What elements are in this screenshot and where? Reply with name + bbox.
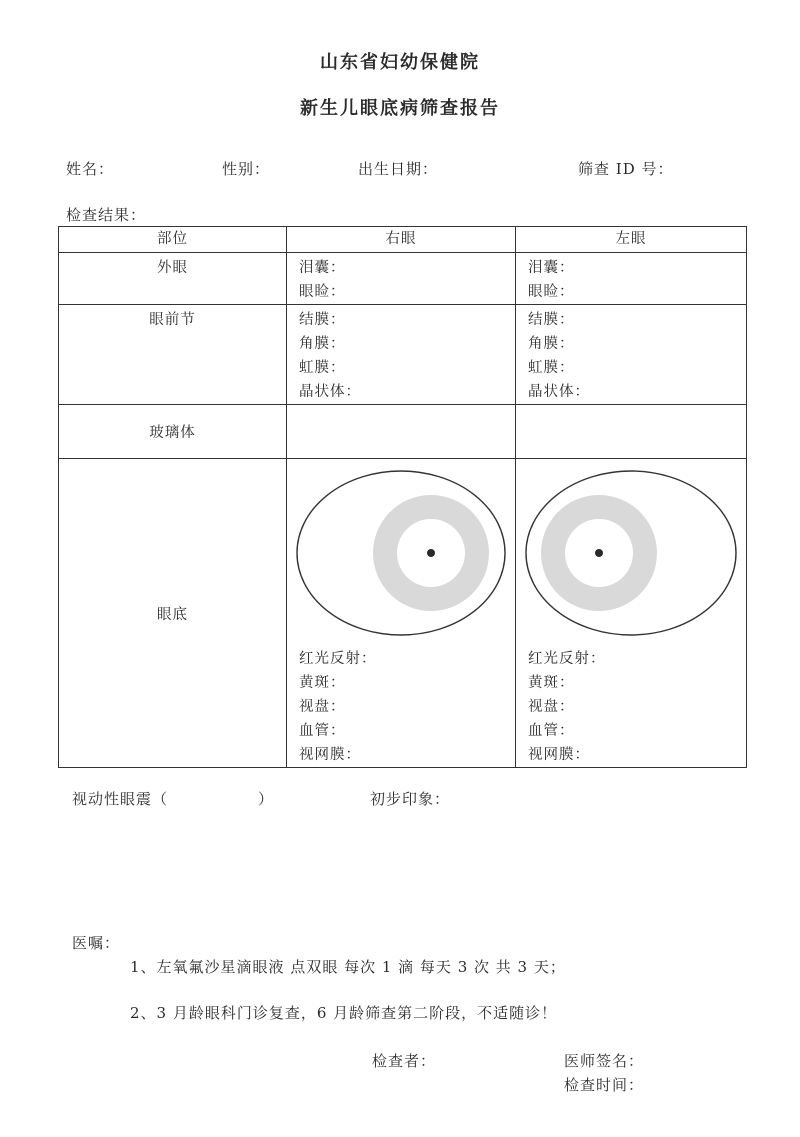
conjunctiva-right: 结膜： [299, 312, 346, 328]
cornea-right: 角膜： [299, 336, 346, 352]
vitreous-right-cell [287, 405, 516, 459]
eyelid-right: 眼睑： [299, 284, 346, 300]
anterior-segment-label: 眼前节 [59, 305, 287, 405]
header-part: 部位 [59, 227, 287, 253]
vessels-left: 血管： [528, 723, 575, 739]
iris-left: 虹膜： [528, 360, 575, 376]
vitreous-label: 玻璃体 [59, 405, 287, 459]
macula-right: 黄斑： [299, 675, 346, 691]
conjunctiva-left: 结膜： [528, 312, 575, 328]
left-fovea-dot [595, 549, 603, 557]
red-reflex-left: 红光反射： [528, 651, 606, 667]
advice-item-2: 2、3 月龄眼科门诊复查，6 月龄筛查第二阶段，不适随诊！ [130, 1004, 558, 1022]
fundus-left-cell [516, 459, 747, 768]
eyelid-left: 眼睑： [528, 284, 575, 300]
left-fundus-diagram-icon [524, 469, 738, 641]
right-fovea-dot [427, 549, 435, 557]
vessels-right: 血管： [299, 723, 346, 739]
advice-label: 医嘱： [72, 934, 121, 952]
doctor-signature-label: 医师签名： [564, 1052, 645, 1070]
cornea-left: 角膜： [528, 336, 575, 352]
red-reflex-right: 红光反射： [299, 651, 377, 667]
exam-results-table [58, 226, 747, 768]
iris-right: 虹膜： [299, 360, 346, 376]
anterior-segment-right-cell [287, 305, 516, 405]
table-header-row [59, 227, 747, 253]
nystagmus-label: 视动性眼震（ [72, 790, 169, 808]
exam-time-label: 检查时间： [564, 1076, 645, 1094]
retina-right: 视网膜： [299, 747, 361, 763]
lens-left: 晶状体： [528, 384, 590, 400]
header-left-eye: 左眼 [516, 227, 747, 253]
vitreous-row [59, 405, 747, 459]
hospital-name: 山东省妇幼保健院 [320, 52, 480, 73]
optic-disc-left: 视盘： [528, 699, 575, 715]
birth-date-field-label: 出生日期： [358, 160, 439, 178]
external-eye-left-cell [516, 253, 747, 305]
optic-disc-right: 视盘： [299, 699, 346, 715]
lens-right: 晶状体： [299, 384, 361, 400]
retina-left: 视网膜： [528, 747, 590, 763]
external-eye-right-cell [287, 253, 516, 305]
lacrimal-sac-right: 泪囊： [299, 260, 346, 276]
anterior-segment-left-cell [516, 305, 747, 405]
results-label: 检查结果： [66, 206, 147, 224]
macula-left: 黄斑： [528, 675, 575, 691]
impression-label: 初步印象： [370, 790, 451, 808]
header-right-eye: 右眼 [287, 227, 516, 253]
external-eye-row [59, 253, 747, 305]
examiner-label: 检查者： [372, 1052, 437, 1070]
fundus-right-cell [287, 459, 516, 768]
fundus-row [59, 459, 747, 768]
vitreous-left-cell [516, 405, 747, 459]
report-title: 新生儿眼底病筛查报告 [300, 98, 500, 119]
external-eye-label: 外眼 [59, 253, 287, 305]
name-field-label: 姓名： [66, 160, 115, 178]
lacrimal-sac-left: 泪囊： [528, 260, 575, 276]
nystagmus-close: ） [258, 790, 275, 808]
fundus-label: 眼底 [59, 459, 287, 768]
right-fundus-diagram-icon [295, 469, 507, 641]
advice-item-1: 1、左氧氟沙星滴眼液 点双眼 每次 1 滴 每天 3 次 共 3 天； [130, 958, 566, 976]
screening-id-field-label: 筛查 ID 号： [578, 160, 674, 178]
anterior-segment-row [59, 305, 747, 405]
gender-field-label: 性别： [222, 160, 271, 178]
